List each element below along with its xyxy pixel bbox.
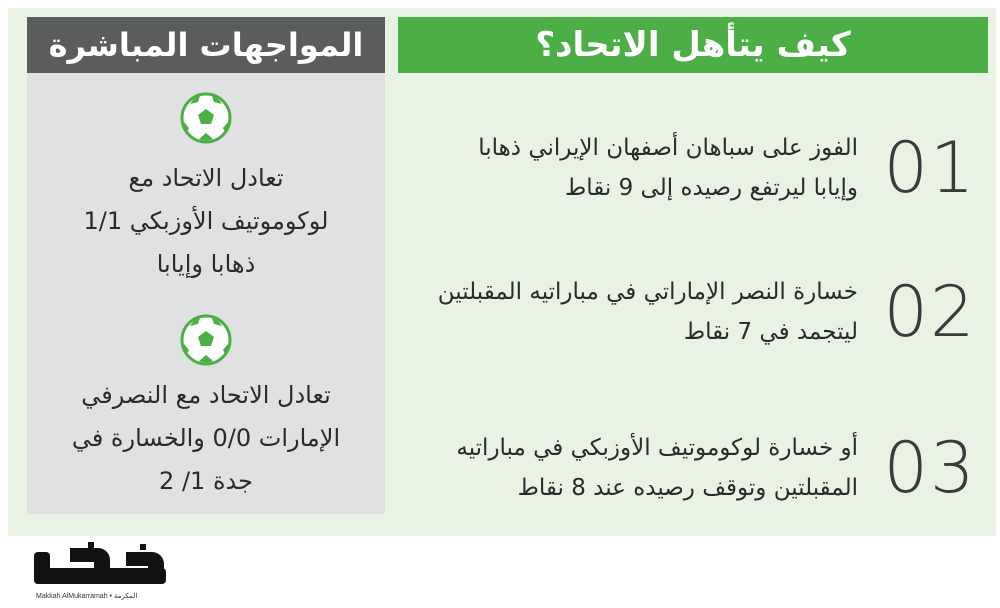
match-result-line: جدة 1/ 2 (159, 467, 253, 495)
step-text (430, 428, 880, 508)
step-item (430, 262, 980, 362)
head-to-head-panel (27, 17, 385, 514)
step-text (430, 272, 880, 352)
step-text (430, 128, 880, 208)
step-text-line: أو خسارة لوكوموتيف الأوزبكي في مباراتيه (456, 435, 858, 461)
match-result-line: لوكوموتيف الأوزبكي 1/1 (83, 207, 329, 235)
step-number: 01 (883, 127, 977, 209)
step-number: 02 (883, 271, 977, 353)
match-result-line: ذهابا وإيابا (156, 250, 256, 278)
match-result-line: تعادل الاتحاد مع (128, 164, 284, 192)
qualification-title: كيف يتأهل الاتحاد؟ (535, 25, 851, 65)
match-result (47, 157, 365, 286)
step-text-line: وإيابا ليرتفع رصيده إلى 9 نقاط (564, 175, 858, 201)
match-result (47, 374, 365, 503)
head-to-head-title: المواجهات المباشرة (48, 26, 364, 64)
step-number: 03 (883, 427, 977, 509)
soccer-ball-icon (180, 92, 232, 144)
step-item (430, 418, 980, 518)
match-result-line: الإمارات 0/0 والخسارة في (71, 424, 341, 452)
match-result-line: تعادل الاتحاد مع النصرفي (81, 381, 331, 409)
soccer-ball-icon (180, 314, 232, 366)
step-text-line: الفوز على سباهان أصفهان الإيراني ذهابا (478, 135, 858, 161)
logo-caption: Makkah AlMukarramah • المكرمة (36, 593, 138, 600)
step-text-line: ليتجمد في 7 نقاط (683, 319, 858, 345)
step-item (430, 118, 980, 218)
qualification-header (398, 17, 988, 73)
step-text-line: المقبلتين وتوقف رصيده عند 8 نقاط (517, 475, 858, 501)
step-text-line: خسارة النصر الإماراتي في مباراتيه المقبلتين (437, 279, 858, 305)
head-to-head-header (27, 17, 385, 73)
